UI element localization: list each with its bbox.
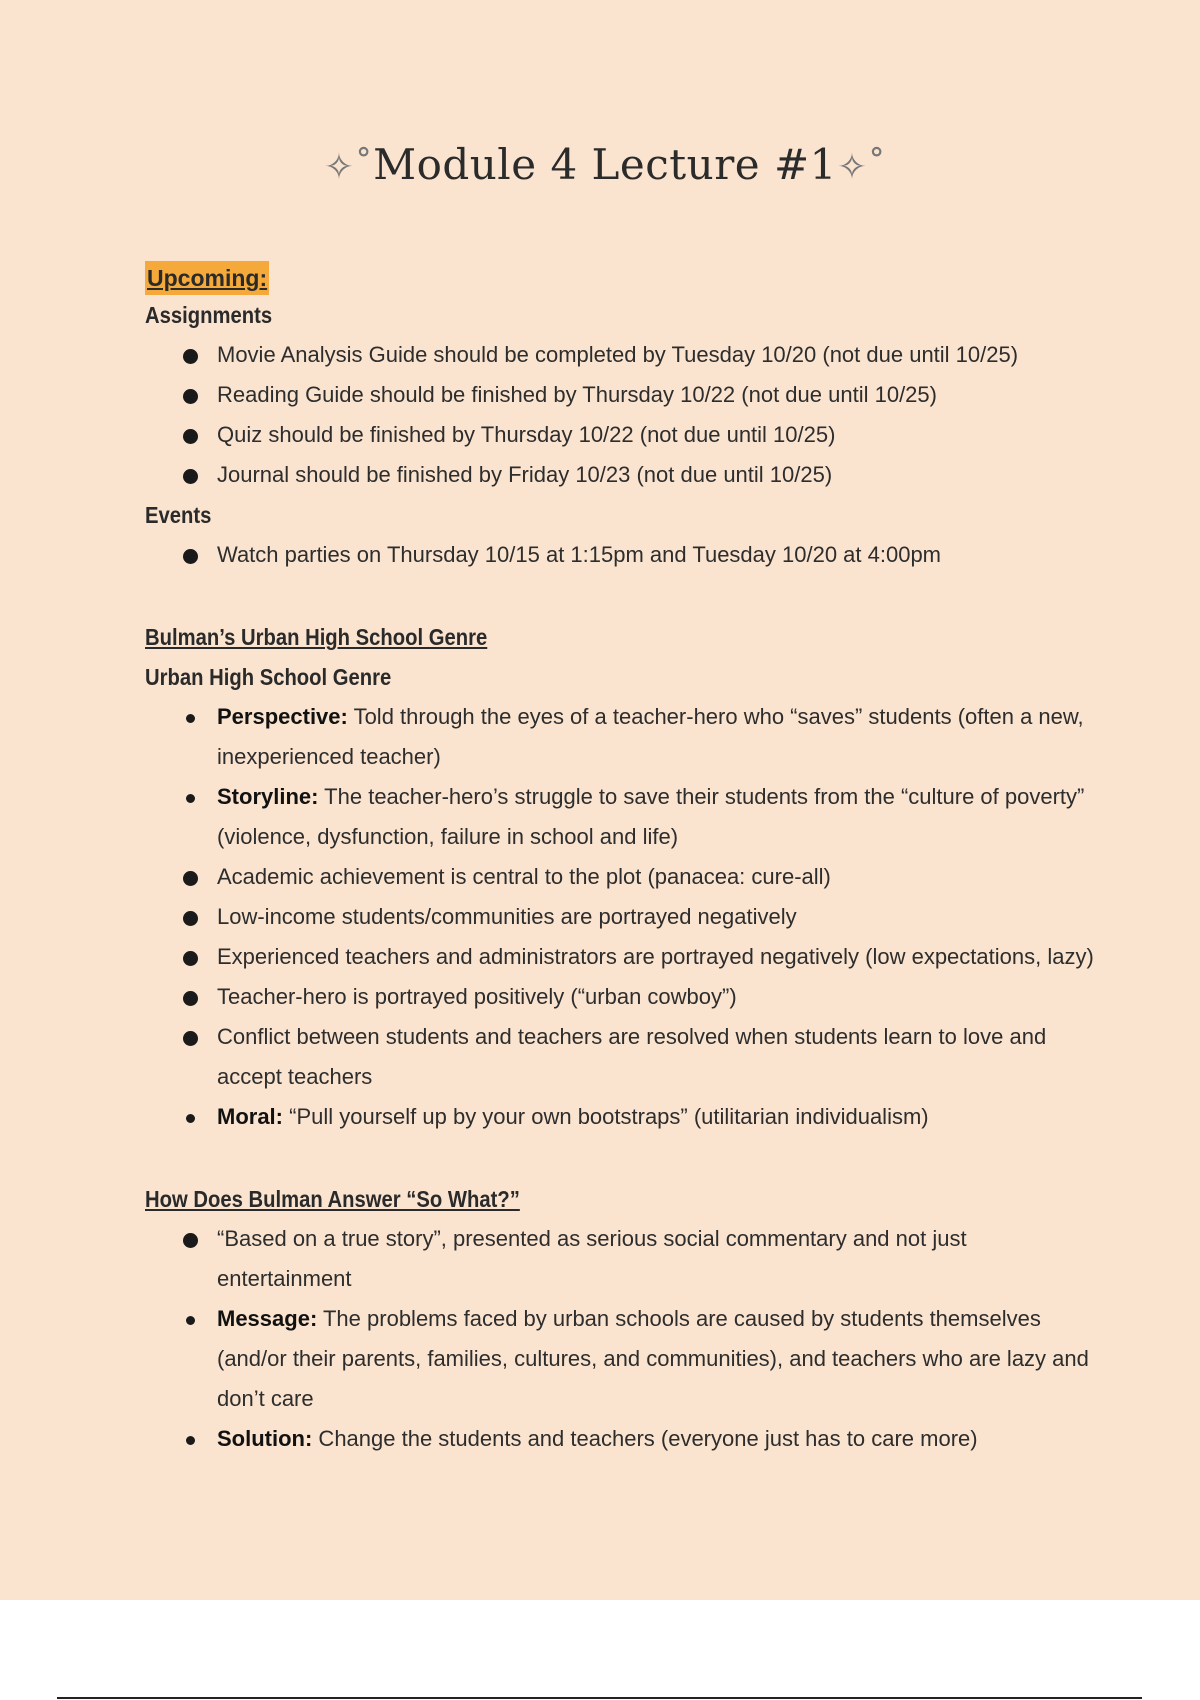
bullet-icon <box>183 429 198 444</box>
title-text: Module 4 Lecture #1 <box>373 140 837 189</box>
item-label: Perspective: <box>217 704 348 729</box>
bullet-icon <box>186 1114 195 1123</box>
item-label: Storyline: <box>217 784 319 809</box>
sparkle-left-icon: ✧˚ <box>323 147 374 188</box>
list-item-text: Experienced teachers and administrators are portrayed negatively (low expectations, lazy) <box>217 944 1094 969</box>
bullet-icon <box>186 1316 195 1325</box>
list-item-text: Conflict between students and teachers are resolved when students learn to love and accept teachers <box>217 1024 1047 1089</box>
bullet-icon <box>183 911 198 926</box>
list-item <box>183 1219 1095 1299</box>
events-heading: Events <box>145 502 212 528</box>
list-item-text: The problems faced by urban schools are caused by students themselves (and/or their parents, families, cultures, and communities), and teachers who are lazy and don’t care <box>217 1306 1089 1411</box>
list-item <box>183 535 1095 575</box>
footer-divider <box>57 1697 1142 1699</box>
list-item-text: Reading Guide should be finished by Thursday 10/22 (not due until 10/25) <box>217 382 937 407</box>
list-item <box>183 455 1095 495</box>
list-item-text: Watch parties on Thursday 10/15 at 1:15pm and Tuesday 10/20 at 4:00pm <box>217 542 942 567</box>
list-item <box>183 857 1095 897</box>
so-what-list <box>145 1219 1095 1459</box>
list-item-text: Told through the eyes of a teacher-hero who “saves” students (often a new, inexperienced teacher) <box>217 704 1084 769</box>
genre-section <box>145 617 1095 1137</box>
list-item <box>183 897 1095 937</box>
list-item <box>183 1299 1095 1419</box>
bullet-icon <box>186 714 195 723</box>
list-item-text: Teacher-hero is portrayed positively (“urban cowboy”) <box>217 984 737 1009</box>
list-item-text: The teacher-hero’s struggle to save their students from the “culture of poverty” (violence, dysfunction, failure in school and life) <box>217 784 1085 849</box>
list-item <box>183 335 1095 375</box>
bullet-icon <box>183 1233 198 1248</box>
sparkle-right-icon: ✧˚ <box>836 147 887 188</box>
bullet-icon <box>183 1031 198 1046</box>
bullet-icon <box>183 389 198 404</box>
list-item-text: “Based on a true story”, presented as serious social commentary and not just entertainment <box>217 1226 967 1291</box>
list-item-text: Low-income students/communities are portrayed negatively <box>217 904 797 929</box>
genre-heading: Bulman’s Urban High School Genre <box>145 624 488 650</box>
list-item <box>183 1419 1095 1459</box>
list-item <box>183 1017 1095 1097</box>
upcoming-heading: Upcoming: <box>145 261 269 295</box>
list-item <box>183 937 1095 977</box>
bullet-icon <box>183 951 198 966</box>
genre-subheading: Urban High School Genre <box>145 664 392 690</box>
list-item-text: Quiz should be finished by Thursday 10/22 (not due until 10/25) <box>217 422 836 447</box>
list-item <box>183 415 1095 455</box>
list-item <box>183 977 1095 1017</box>
bullet-icon <box>186 794 195 803</box>
list-item <box>183 375 1095 415</box>
item-label: Solution: <box>217 1426 313 1451</box>
assignments-list <box>145 335 1095 495</box>
bullet-icon <box>183 469 198 484</box>
list-item <box>183 777 1095 857</box>
bullet-icon <box>183 549 198 564</box>
bullet-icon <box>183 349 198 364</box>
item-label: Moral: <box>217 1104 283 1129</box>
events-list <box>145 535 1095 575</box>
item-label: Message: <box>217 1306 318 1331</box>
document-content <box>145 140 1095 1459</box>
list-item <box>183 697 1095 777</box>
list-item-text: “Pull yourself up by your own bootstraps” (utilitarian individualism) <box>283 1104 929 1129</box>
so-what-heading: How Does Bulman Answer “So What?” <box>145 1186 520 1212</box>
page-title <box>115 140 1095 189</box>
list-item <box>183 1097 1095 1137</box>
assignments-heading: Assignments <box>145 302 273 328</box>
genre-list <box>145 697 1095 1137</box>
list-item-text: Movie Analysis Guide should be completed by Tuesday 10/20 (not due until 10/25) <box>217 342 1019 367</box>
list-item-text: Change the students and teachers (everyone just has to care more) <box>312 1426 978 1451</box>
bullet-icon <box>186 1436 195 1445</box>
bullet-icon <box>183 991 198 1006</box>
list-item-text: Journal should be finished by Friday 10/23 (not due until 10/25) <box>217 462 833 487</box>
upcoming-section <box>145 261 1095 575</box>
bullet-icon <box>183 871 198 886</box>
so-what-section <box>145 1179 1095 1459</box>
list-item-text: Academic achievement is central to the plot (panacea: cure-all) <box>217 864 831 889</box>
